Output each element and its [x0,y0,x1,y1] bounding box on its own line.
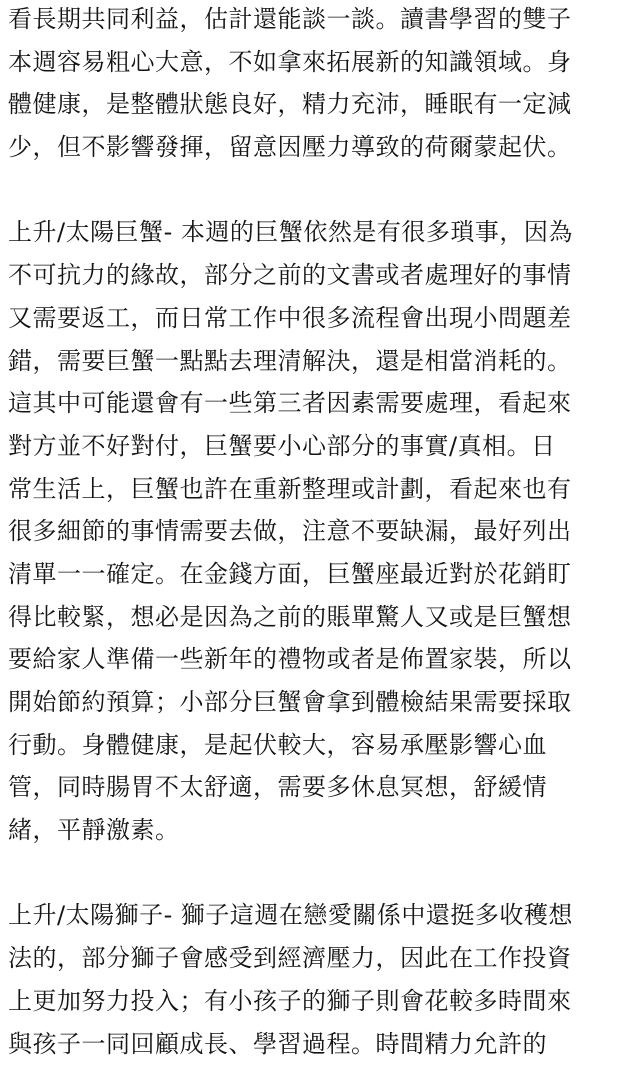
text-line: 看長期共同利益，估計還能談一談。讀書學習的雙子 [8,0,614,41]
article-body [8,0,614,1065]
text-line: 錯，需要巨蟹一點點去理清解決，還是相當消耗的。 [8,340,614,383]
paragraph-leo [8,894,614,1065]
text-line: 清單一一確定。在金錢方面，巨蟹座最近對於花銷盯 [8,553,614,596]
text-line: 行動。身體健康，是起伏較大，容易承壓影響心血 [8,724,614,767]
text-line: 緒，平靜激素。 [8,809,614,852]
text-line: 上升/太陽巨蟹- 本週的巨蟹依然是有很多瑣事，因為 [8,211,614,254]
text-line: 對方並不好對付，巨蟹要小心部分的事實/真相。日 [8,425,614,468]
text-line: 本週容易粗心大意，不如拿來拓展新的知識領域。身 [8,41,614,84]
text-line: 上更加努力投入；有小孩子的獅子則會花較多時間來 [8,980,614,1023]
text-line: 要給家人準備一些新年的禮物或者是佈置家裝，所以 [8,638,614,681]
text-line: 這其中可能還會有一些第三者因素需要處理，看起來 [8,382,614,425]
text-line: 與孩子一同回顧成長、學習過程。時間精力允許的 [8,1023,614,1065]
paragraph-spacer [8,852,614,895]
text-line: 得比較緊，想必是因為之前的賬單驚人又或是巨蟹想 [8,596,614,639]
text-line: 又需要返工，而日常工作中很多流程會出現小問題差 [8,297,614,340]
paragraph-spacer [8,169,614,212]
text-line: 法的，部分獅子會感受到經濟壓力，因此在工作投資 [8,937,614,980]
text-line: 少，但不影響發揮，留意因壓力導致的荷爾蒙起伏。 [8,126,614,169]
text-line: 開始節約預算；小部分巨蟹會拿到體檢結果需要採取 [8,681,614,724]
text-line: 很多細節的事情需要去做，注意不要缺漏，最好列出 [8,510,614,553]
text-line: 不可抗力的緣故，部分之前的文書或者處理好的事情 [8,254,614,297]
paragraph-cancer [8,211,614,851]
text-line: 體健康，是整體狀態良好，精力充沛，睡眠有一定減 [8,83,614,126]
paragraph-gemini-continued [8,0,614,169]
text-line: 上升/太陽獅子- 獅子這週在戀愛關係中還挺多收穫想 [8,894,614,937]
text-line: 管，同時腸胃不太舒適，需要多休息冥想，舒緩情 [8,766,614,809]
text-line: 常生活上，巨蟹也許在重新整理或計劃，看起來也有 [8,468,614,511]
